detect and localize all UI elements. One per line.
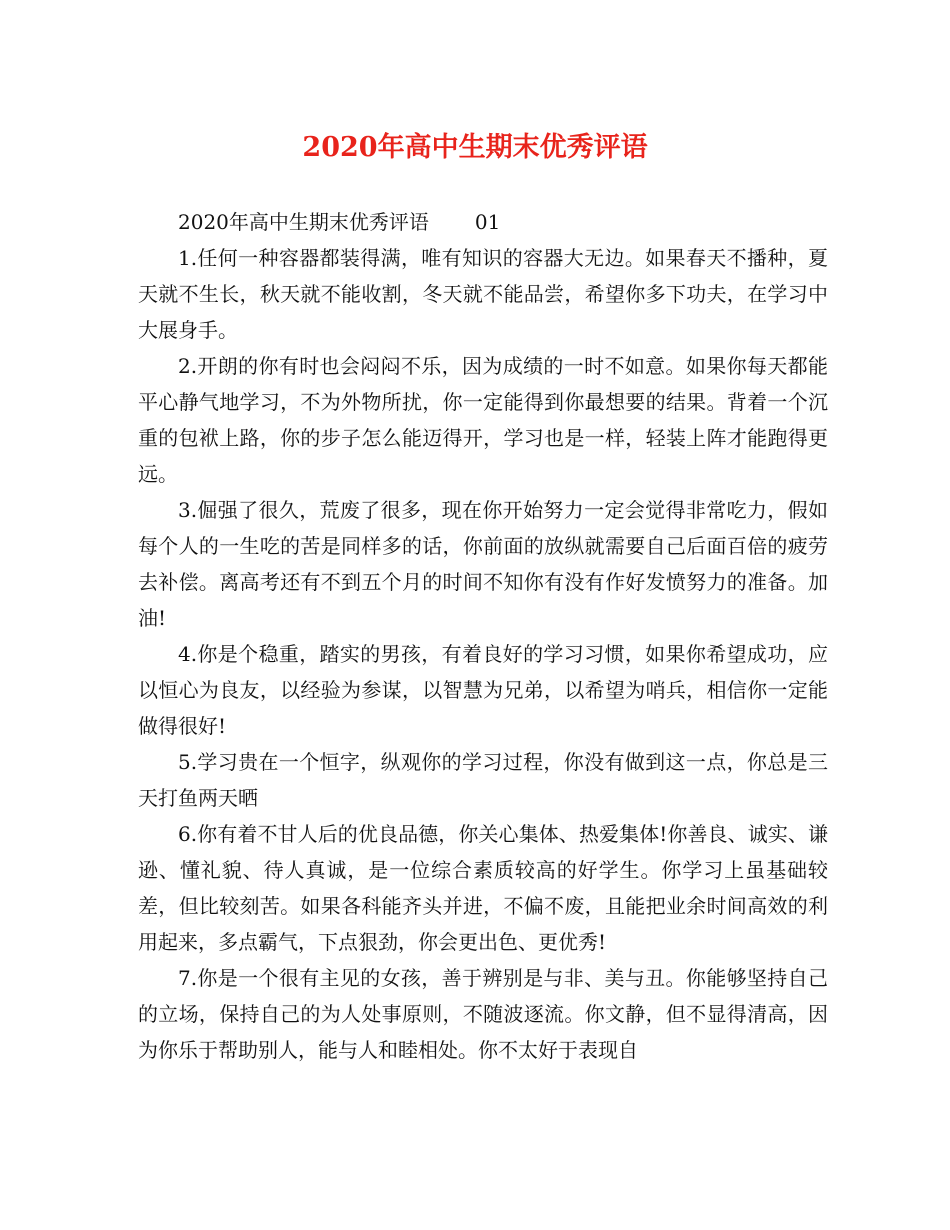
heading-text: 2020年高中生期末优秀评语	[178, 210, 429, 234]
paragraph-2: 2.开朗的你有时也会闷闷不乐，因为成绩的一时不如意。如果你每天都能平心静气地学习，不为外物所扰，你一定能得到你最想要的结果。背着一个沉重的包袱上路，你的步子怎么能迈得开，学习也是一样，轻装上阵才能跑得更远。	[138, 354, 828, 486]
document-heading	[138, 204, 828, 240]
paragraph-6: 6.你有着不甘人后的优良品德，你关心集体、热爱集体!你善良、诚实、谦逊、懂礼貌、待人真诚，是一位综合素质较高的好学生。你学习上虽基础较差，但比较刻苦。如果各科能齐头并进，不偏不废，且能把业余时间高效的利用起来，多点霸气，下点狠劲，你会更出色、更优秀!	[138, 822, 828, 954]
document-title: 2020年高中生期末优秀评语	[302, 132, 648, 163]
paragraph-1: 1.任何一种容器都装得满，唯有知识的容器大无边。如果春天不播种，夏天就不生长，秋天就不能收割，冬天就不能品尝，希望你多下功夫，在学习中大展身手。	[138, 246, 828, 342]
paragraph-3: 3.倔强了很久，荒废了很多，现在你开始努力一定会觉得非常吃力，假如每个人的一生吃的苦是同样多的话，你前面的放纵就需要自己后面百倍的疲劳去补偿。离高考还有不到五个月的时间不知你有没有作好发愤努力的准备。加油!	[138, 498, 828, 630]
paragraph-5: 5.学习贵在一个恒字，纵观你的学习过程，你没有做到这一点，你总是三天打鱼两天晒	[138, 750, 828, 810]
paragraph-4: 4.你是个稳重，踏实的男孩，有着良好的学习习惯，如果你希望成功，应以恒心为良友，以经验为参谋，以智慧为兄弟，以希望为哨兵，相信你一定能做得很好!	[138, 642, 828, 738]
heading-number: 01	[474, 210, 501, 234]
document-body	[138, 204, 828, 1068]
paragraph-7: 7.你是一个很有主见的女孩，善于辨别是与非、美与丑。你能够坚持自己的立场，保持自己的为人处事原则，不随波逐流。你文静，但不显得清高，因为你乐于帮助别人，能与人和睦相处。你不太好于表现自	[138, 966, 828, 1062]
